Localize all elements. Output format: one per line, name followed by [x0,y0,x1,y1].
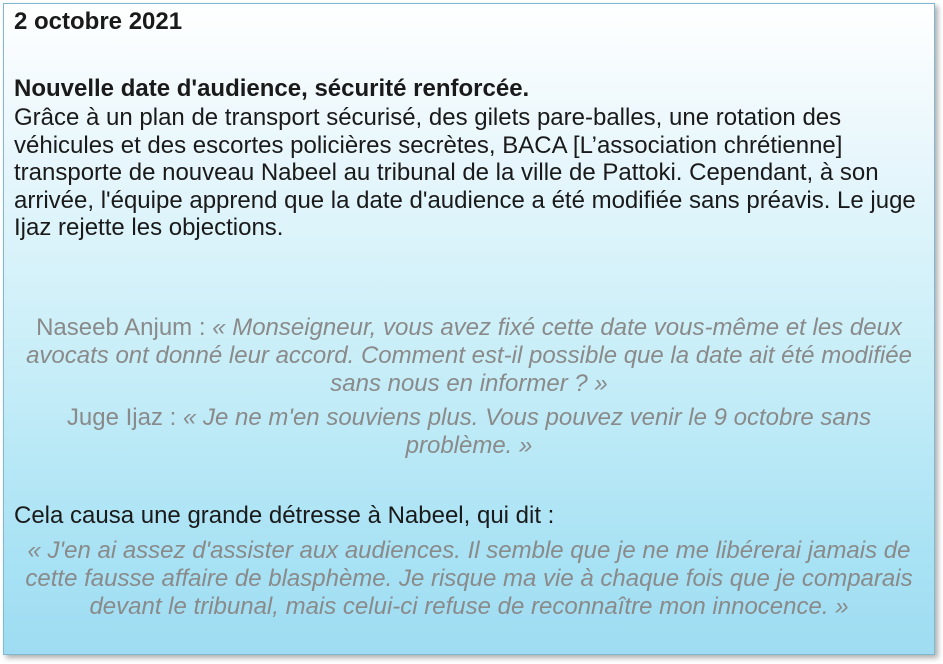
speaker-name: Juge Ijaz : [66,404,183,431]
body-paragraph: Grâce à un plan de transport sécurisé, des gilets pare-balles, une rotation des véhicules et des escortes policières secrètes, BACA [L’association chrétienne] transporte de nouveau Nabeel au tribunal de la ville de Pattoki. Cependant, à son arrivée, l'équipe apprend que la date d'audience a été modifiée sans préavis. Le juge Ijaz rejette les objections. [14,104,916,241]
dialogue-line [14,404,924,460]
document-date: 2 octobre 2021 [14,8,183,35]
section-title: Nouvelle date d'audience, sécurité renforcée. [14,75,530,102]
closing-intro: Cela causa une grande détresse à Nabeel, qui dit : [14,502,555,529]
dialogue-quote: « Je ne m'en souviens plus. Vous pouvez venir le 9 octobre sans problème. » [182,404,872,459]
dialogue-quote: « Monseigneur, vous avez fixé cette date vous-même et les deux avocats ont donné leur accord. Comment est-il possible que la date ait été modifiée sans nous en informer ? » [26,314,912,397]
dialogue-line [14,314,924,398]
speaker-name: Naseeb Anjum : [36,314,213,341]
text-card [3,3,935,655]
closing-quote: « J'en ai assez d'assister aux audiences. Il semble que je ne me libérerai jamais de cette fausse affaire de blasphème. Je risque ma vie à chaque fois que je comparais devant le tribunal, mais celui-ci refuse de reconnaître mon innocence. » [25,537,913,620]
